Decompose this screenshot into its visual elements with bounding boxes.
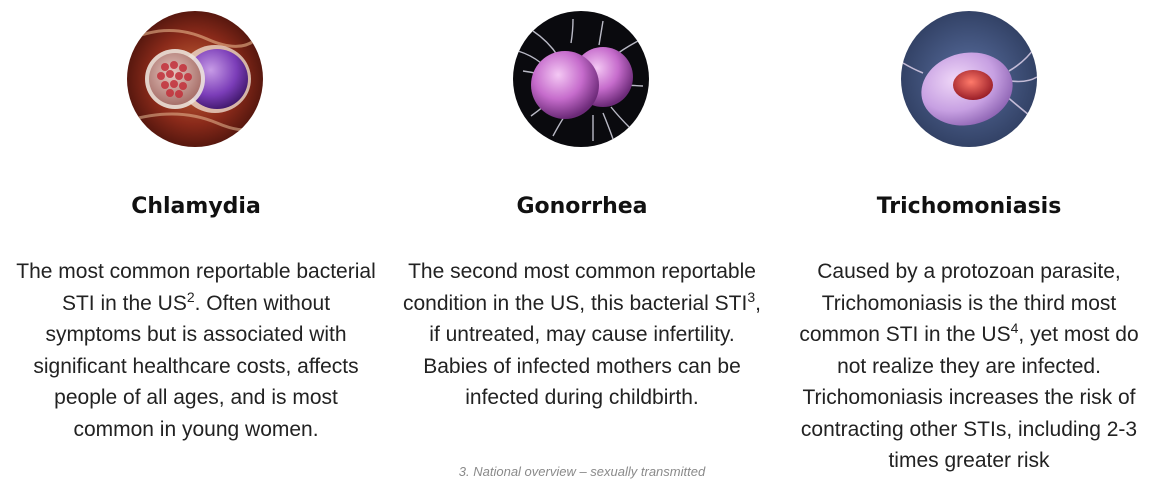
card-title: Gonorrhea <box>516 194 648 219</box>
trichomonas-parasite-image <box>901 11 1037 147</box>
chlamydia-microbe-image <box>127 11 263 147</box>
footnote: 3. National overview – sexually transmitted <box>458 464 706 479</box>
trichomonas-illustration <box>901 11 1037 147</box>
card-description: The second most common reportable condition in the US, this bacterial STI$^3$, if untreated, may cause infertility. Babies of infected mothers can be infected during childbirth. <box>403 260 761 409</box>
chlamydia-illustration <box>127 11 263 147</box>
card-description: The most common reportable bacterial STI in the $US^2$. Often without symptoms but is associated with significant healthcare costs, affects people of all ages, and is most common in young women. <box>16 260 376 441</box>
card-title: Chlamydia <box>131 194 261 219</box>
gonorrhea-illustration <box>513 11 649 147</box>
card-description: Caused by a protozoan parasite, Trichomoniasis is the third most common STI in the $US^4$, yet most do not realize they are infected. Trichomoniasis increases the risk of contracting other STIs, including 2-3 times greater risk <box>799 260 1139 472</box>
reference-superscript: 2 <box>186 288 195 305</box>
card-title: Trichomoniasis <box>876 194 1062 219</box>
reference-superscript: 3 <box>747 288 756 305</box>
reference-superscript: 4 <box>1010 320 1019 336</box>
gonorrhea-bacteria-image <box>513 11 649 147</box>
